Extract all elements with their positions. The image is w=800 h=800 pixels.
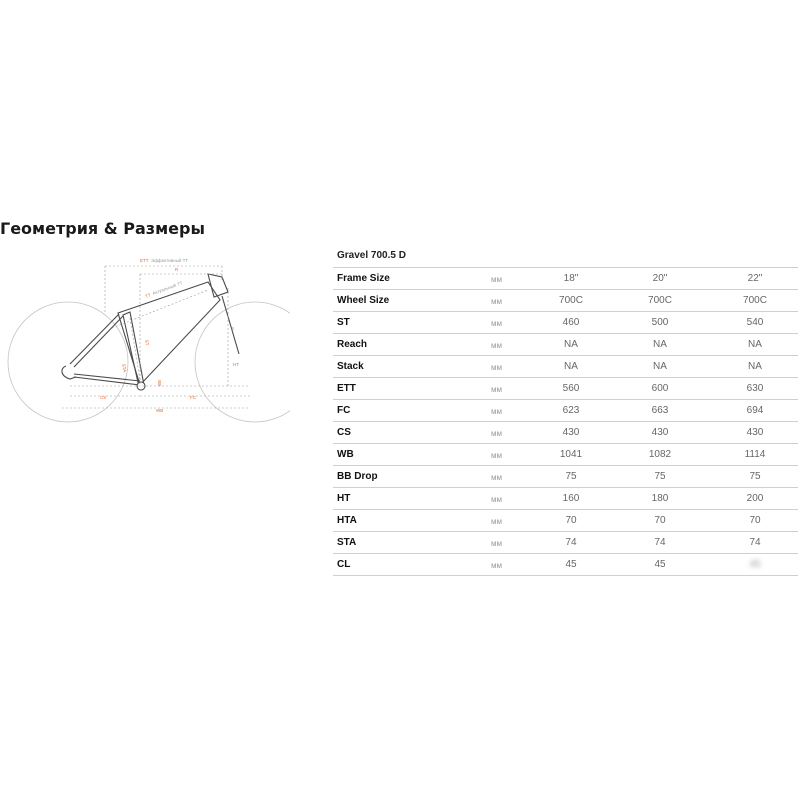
row-unit: мм: [491, 275, 502, 284]
value-size-22: 74: [749, 537, 761, 548]
value-size-18: 70: [565, 515, 577, 526]
value-size-18: 74: [565, 537, 577, 548]
row-label: ETT: [337, 383, 356, 394]
value-size-20: NA: [653, 361, 667, 372]
table-row: [333, 488, 798, 510]
table-row: [333, 356, 798, 378]
wb-label: WB: [156, 408, 164, 413]
value-size-18: 75: [565, 471, 577, 482]
stack-label: S: [231, 326, 235, 331]
value-size-20: 70: [654, 515, 666, 526]
ett-text: Эффективный TT: [151, 258, 189, 263]
row-label: FC: [337, 405, 351, 416]
value-size-20: 500: [651, 317, 669, 328]
bb-label: BB: [157, 379, 162, 386]
row-label: WB: [337, 449, 354, 460]
row-label: CL: [337, 559, 351, 570]
reach-label: R: [175, 267, 179, 272]
value-size-22: 200: [746, 493, 764, 504]
row-label: CS: [337, 427, 351, 438]
row-label: ST: [337, 317, 350, 328]
value-size-18: 18": [563, 273, 579, 284]
value-size-22: 540: [746, 317, 764, 328]
value-size-20: NA: [653, 339, 667, 350]
row-unit: мм: [491, 561, 502, 570]
value-size-18: 430: [562, 427, 580, 438]
value-size-22: 22": [747, 273, 763, 284]
row-unit: мм: [491, 517, 502, 526]
cs-label: CS: [100, 395, 107, 400]
tt-text: Актуальный TT: [151, 280, 184, 296]
table-row: [333, 378, 798, 400]
table-row: [333, 466, 798, 488]
value-size-20: 663: [651, 405, 669, 416]
value-size-18: 1041: [559, 449, 583, 460]
value-size-20: 1082: [648, 449, 672, 460]
value-size-18: 460: [562, 317, 580, 328]
row-label: STA: [337, 537, 357, 548]
row-label: Wheel Size: [337, 295, 390, 306]
value-size-20: 700C: [648, 295, 672, 306]
value-size-22: 70: [749, 515, 761, 526]
value-size-20: 74: [654, 537, 666, 548]
value-size-18: 160: [562, 493, 580, 504]
table-row: [333, 532, 798, 554]
row-unit: мм: [491, 297, 502, 306]
value-size-22: 700C: [743, 295, 767, 306]
value-size-20: 600: [651, 383, 669, 394]
value-size-18: NA: [564, 361, 578, 372]
value-size-20: 20": [652, 273, 668, 284]
row-label: HT: [337, 493, 351, 504]
dimension-lines: [62, 266, 250, 408]
value-size-18: 45: [565, 559, 577, 570]
bike-geometry-diagram: [0, 248, 290, 448]
value-size-20: 180: [651, 493, 669, 504]
row-unit: мм: [491, 341, 502, 350]
table-row: [333, 290, 798, 312]
row-label: Stack: [337, 361, 364, 372]
page-title: Геометрия & Размеры: [0, 219, 205, 238]
value-size-20: 430: [651, 427, 669, 438]
row-unit: мм: [491, 495, 502, 504]
row-unit: мм: [491, 539, 502, 548]
table-title: Gravel 700.5 D: [337, 250, 406, 261]
table-row: [333, 554, 798, 576]
row-label: Frame Size: [337, 273, 390, 284]
value-size-22: 1114: [744, 449, 766, 460]
row-label: HTA: [337, 515, 357, 526]
table-row: [333, 400, 798, 422]
value-size-18: 623: [562, 405, 580, 416]
table-row: [333, 422, 798, 444]
value-size-22: 694: [746, 405, 764, 416]
row-unit: мм: [491, 429, 502, 438]
value-size-22: NA: [748, 361, 762, 372]
rear-wheel: [8, 302, 128, 422]
row-unit: мм: [491, 451, 502, 460]
table-row: [333, 444, 798, 466]
st-label: ST: [144, 339, 150, 346]
value-size-20: 45: [654, 559, 666, 570]
row-label: Reach: [337, 339, 368, 350]
ett-label: ETT: [140, 258, 149, 263]
value-size-20: 75: [654, 471, 666, 482]
value-size-22: 45: [749, 559, 761, 570]
fc-label: FC: [190, 395, 196, 400]
value-size-22: 430: [746, 427, 764, 438]
front-wheel: [195, 302, 290, 422]
geometry-table: [333, 267, 798, 576]
tt-label: TT: [144, 292, 152, 299]
row-unit: мм: [491, 385, 502, 394]
value-size-22: 630: [746, 383, 764, 394]
value-size-22: NA: [748, 339, 762, 350]
bike-frame: [62, 274, 239, 387]
ht-label: HT: [233, 362, 239, 367]
value-size-18: 700C: [559, 295, 583, 306]
row-unit: мм: [491, 319, 502, 328]
value-size-18: NA: [564, 339, 578, 350]
table-row: [333, 312, 798, 334]
row-unit: мм: [491, 473, 502, 482]
row-unit: мм: [491, 363, 502, 372]
table-row: [333, 334, 798, 356]
table-row: [333, 267, 798, 290]
row-label: BB Drop: [337, 471, 378, 482]
value-size-18: 560: [562, 383, 580, 394]
row-unit: мм: [491, 407, 502, 416]
value-size-22: 75: [749, 471, 761, 482]
table-row: [333, 510, 798, 532]
sta-label: STA: [121, 363, 128, 373]
